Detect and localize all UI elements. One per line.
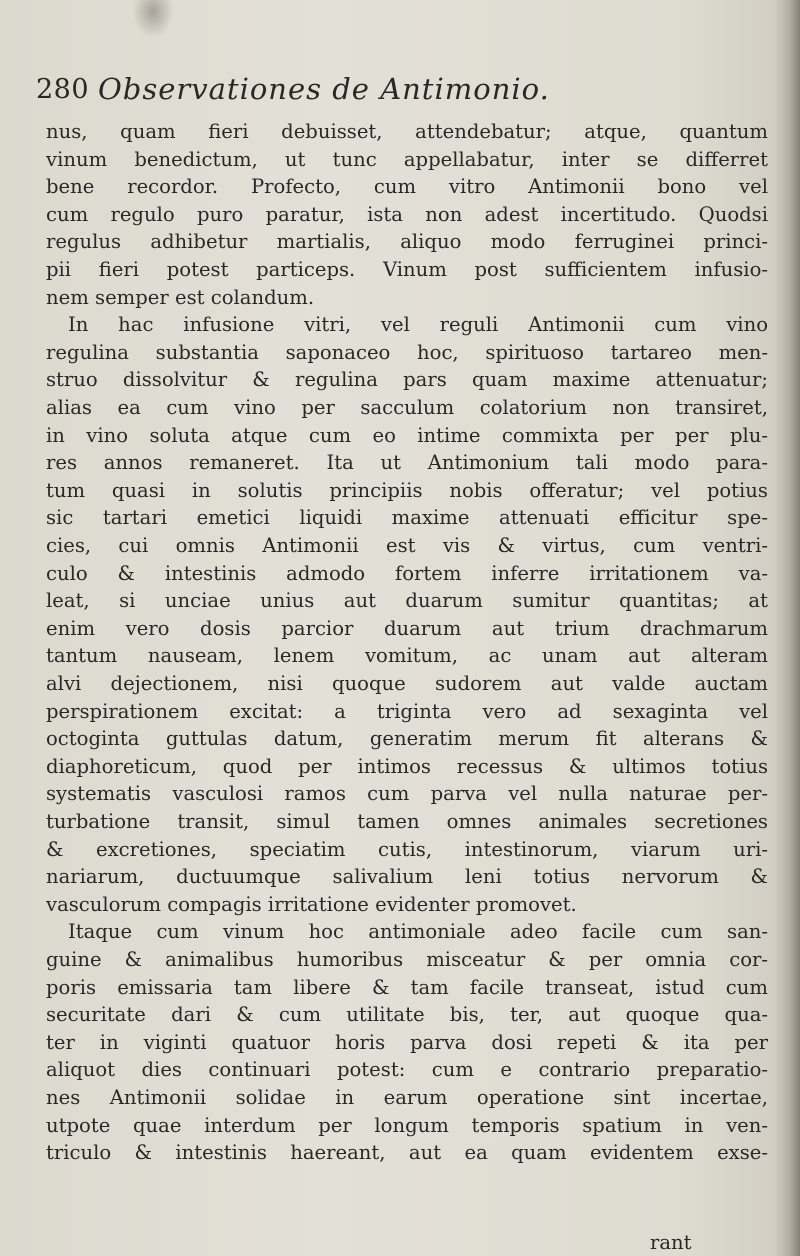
text-line: nes Antimonii solidae in earum operatione sint incertae, xyxy=(46,1086,768,1109)
text-line: alias ea cum vino per sacculum colatorium non transiret, xyxy=(46,396,768,419)
text-line: regulina substantia saponaceo hoc, spirituoso tartareo men- xyxy=(46,340,768,364)
text-line: triculo & intestinis haereant, aut ea quam evidentem exse- xyxy=(46,1141,768,1165)
text-line: systematis vasculosi ramos cum parva vel nulla naturae per- xyxy=(46,782,768,806)
text-line: regulus adhibetur martialis, aliquo modo ferruginei princi- xyxy=(46,230,768,254)
text-line: bene recordor. Profecto, cum vitro Antimonii bono vel xyxy=(46,175,768,199)
text-line: leat, si unciae unius aut duarum sumitur quantitas; at xyxy=(46,589,768,613)
text-line: sic tartari emetici liquidi maxime attenuati efficitur spe- xyxy=(46,506,768,530)
text-line: securitate dari & cum utilitate bis, ter, aut quoque qua- xyxy=(46,1003,768,1027)
text-line: poris emissaria tam libere & tam facile transeat, istud cum xyxy=(46,975,768,999)
ink-stain xyxy=(132,0,174,38)
text-line: ter in viginti quatuor horis parva dosi repeti & ita per xyxy=(46,1030,768,1054)
text-line: In hac infusione vitri, vel reguli Antimonii cum vino xyxy=(68,313,768,337)
text-line: tantum nauseam, lenem vomitum, ac unam aut alteram xyxy=(46,644,768,668)
text-line: octoginta guttulas datum, generatim merum fit alterans & xyxy=(46,727,768,751)
text-line: struo dissolvitur & regulina pars quam maxime attenuatur; xyxy=(46,368,768,392)
text-line: res annos remaneret. Ita ut Antimonium tali modo para- xyxy=(46,451,768,475)
body-text xyxy=(46,118,770,1248)
page-number: 280 xyxy=(36,74,90,105)
text-line: enim vero dosis parcior duarum aut trium drachmarum xyxy=(46,616,768,640)
text-line: Itaque cum vinum hoc antimoniale adeo facile cum san- xyxy=(68,920,768,944)
text-line: nariarum, ductuumque salivalium leni totius nervorum & xyxy=(46,865,768,889)
text-line: & excretiones, speciatim cutis, intestinorum, viarum uri- xyxy=(46,837,768,861)
text-line: in vino soluta atque cum eo intime commixta per per plu- xyxy=(46,423,768,447)
text-line: diaphoreticum, quod per intimos recessus & ultimos totius xyxy=(46,754,768,778)
text-line: vinum benedictum, ut tunc appellabatur, inter se differret xyxy=(46,147,768,171)
text-line: guine & animalibus humoribus misceatur & per omnia cor- xyxy=(46,948,768,971)
text-line: aliquot dies continuari potest: cum e contrario preparatio- xyxy=(46,1058,768,1082)
text-line: vasculorum compagis irritatione evidenter promovet. xyxy=(46,892,577,916)
running-title: Observationes de Antimonio. xyxy=(98,72,550,106)
text-line: nem semper est colandum. xyxy=(46,285,315,309)
text-line: turbatione transit, simul tamen omnes animales secretiones xyxy=(46,810,768,833)
catchword: rant xyxy=(650,1231,692,1254)
text-line: perspirationem excitat: a triginta vero ad sexaginta vel xyxy=(46,699,768,723)
text-line: cum regulo puro paratur, ista non adest incertitudo. Quodsi xyxy=(46,202,768,226)
text-line: culo & intestinis admodo fortem inferre irritationem va- xyxy=(46,561,768,585)
text-line: tum quasi in solutis principiis nobis offeratur; vel potius xyxy=(46,478,768,502)
text-line: nus, quam fieri debuisset, attendebatur; atque, quantum xyxy=(46,120,768,143)
text-line: utpote quae interdum per longum temporis spatium in ven- xyxy=(46,1113,768,1137)
text-line: pii fieri potest particeps. Vinum post sufficientem infusio- xyxy=(46,258,768,281)
page-edge-shadow xyxy=(774,0,800,1256)
text-line: cies, cui omnis Antimonii est vis & virtus, cum ventri- xyxy=(46,534,768,557)
text-line: alvi dejectionem, nisi quoque sudorem aut valde auctam xyxy=(46,672,768,695)
page-header xyxy=(36,72,756,112)
